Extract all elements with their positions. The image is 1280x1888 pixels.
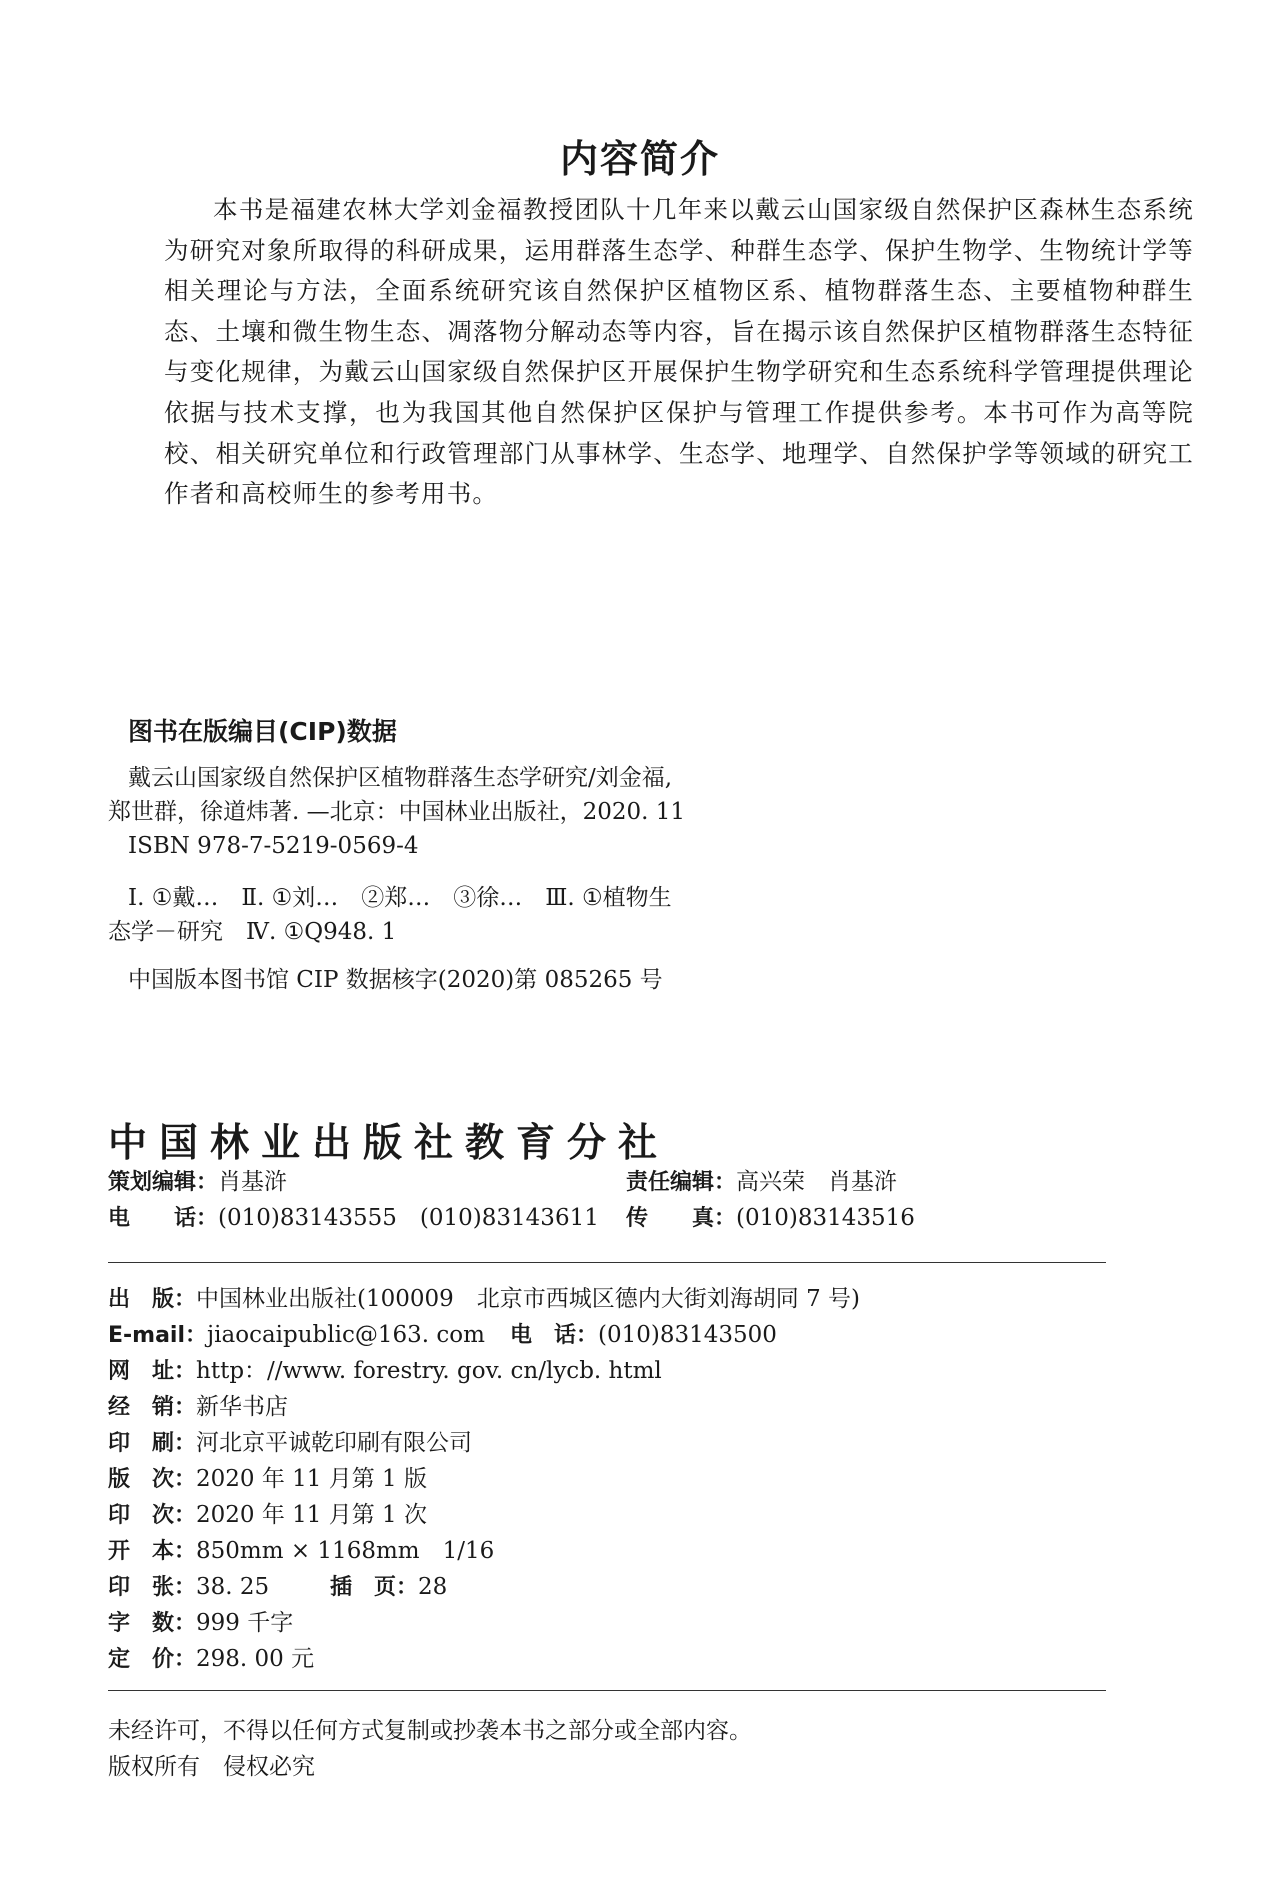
- summary-body: 本书是福建农林大学刘金福教授团队十几年来以戴云山国家级自然保护区森林生态系统为研究对象所取得的科研成果，运用群落生态学、种群生态学、保护生物学、生物统计学等相关理论与方法，全面系统研究该自然保护区植物区系、植物群落生态、主要植物种群生态、土壤和微生物生态、凋落物分解动态等内容，旨在揭示该自然保护区植物群落生态特征与变化规律，为戴云山国家级自然保护区开展保护生物学研究和生态系统科学管理提供理论依据与技术支撑，也为我国其他自然保护区保护与管理工作提供参考。本书可作为高等院校、相关研究单位和行政管理部门从事林学、生态学、地理学、自然保护学等领域的研究工作者和高校师生的参考用书。: [164, 195, 1194, 509]
- detail-value: 中国林业出版社(100009 北京市西城区德内大街刘海胡同 7 号): [196, 1286, 861, 1312]
- detail-extra-label: 插 页：: [330, 1575, 419, 1600]
- rights-reserved: 版权所有 侵权必究: [108, 1754, 315, 1780]
- detail-value: http：//www. forestry. gov. cn/lycb. html: [196, 1358, 662, 1384]
- detail-value: 2020 年 11 月第 1 版: [196, 1466, 428, 1492]
- cip-line-4: Ⅰ. ①戴… Ⅱ. ①刘… ②郑… ③徐… Ⅲ. ①植物生: [128, 885, 672, 911]
- cip-line-5: 态学－研究 Ⅳ. ①Q948. 1: [108, 919, 397, 945]
- detail-value: 850mm × 1168mm 1/16: [196, 1538, 495, 1564]
- detail-label: 经 销：: [108, 1395, 197, 1420]
- fax-value: (010)83143516: [736, 1205, 915, 1231]
- detail-label: 字 数：: [108, 1611, 197, 1636]
- detail-label: 网 址：: [108, 1359, 197, 1384]
- cip-line-1: 戴云山国家级自然保护区植物群落生态学研究/刘金福,: [128, 765, 673, 791]
- detail-row-printer: [108, 1428, 1108, 1459]
- cip-isbn: ISBN 978-7-5219-0569-4: [128, 833, 419, 859]
- detail-value: 河北京平诚乾印刷有限公司: [196, 1430, 473, 1456]
- detail-row-price: [108, 1644, 1108, 1675]
- detail-value: 298. 00 元: [196, 1646, 315, 1672]
- detail-extra-value: (010)83143500: [598, 1322, 777, 1348]
- detail-label: 印 张：: [108, 1575, 197, 1600]
- detail-extra-value: 28: [418, 1574, 448, 1600]
- detail-value: 38. 25: [196, 1574, 270, 1600]
- divider-bottom: [108, 1690, 1106, 1691]
- detail-label: E-mail：: [108, 1323, 208, 1348]
- detail-row-website: [108, 1356, 1108, 1387]
- detail-label: 印 次：: [108, 1503, 197, 1528]
- detail-row-distributor: [108, 1392, 1108, 1423]
- phone-label: 电 话：: [108, 1206, 219, 1231]
- detail-value: 999 千字: [196, 1610, 294, 1636]
- detail-label: 版 次：: [108, 1467, 197, 1492]
- divider-top: [108, 1262, 1106, 1263]
- cip-line-2: 郑世群，徐道炜著. —北京：中国林业出版社，2020. 11: [108, 799, 686, 825]
- copyright-notice: 未经许可，不得以任何方式复制或抄袭本书之部分或全部内容。: [108, 1718, 752, 1744]
- detail-row-publisher: [108, 1284, 1108, 1315]
- detail-row-wordcount: [108, 1608, 1108, 1639]
- cip-heading: 图书在版编目(CIP)数据: [128, 717, 397, 746]
- detail-label: 出 版：: [108, 1287, 197, 1312]
- cip-line-6: 中国版本图书馆 CIP 数据核字(2020)第 085265 号: [128, 967, 663, 993]
- detail-value: 新华书店: [196, 1394, 289, 1420]
- detail-value: 2020 年 11 月第 1 次: [196, 1502, 428, 1528]
- detail-row-impression: [108, 1500, 1108, 1531]
- detail-label: 定 价：: [108, 1647, 197, 1672]
- fax-label: 传 真：: [626, 1206, 737, 1231]
- detail-row-edition: [108, 1464, 1108, 1495]
- detail-value: jiaocaipublic@163. com: [207, 1322, 485, 1348]
- planner-label: 策划编辑：: [108, 1170, 219, 1195]
- detail-row-format: [108, 1536, 1108, 1567]
- editor-value: 高兴荣 肖基浒: [736, 1169, 898, 1195]
- detail-label: 印 刷：: [108, 1431, 197, 1456]
- detail-extra-label: 电 话：: [510, 1323, 599, 1348]
- summary-title: 内容简介: [559, 137, 720, 181]
- publisher-name: 中国林业出版社教育分社: [108, 1120, 670, 1166]
- detail-label: 开 本：: [108, 1539, 197, 1564]
- editor-label: 责任编辑：: [626, 1170, 737, 1195]
- phone-value: (010)83143555 (010)83143611: [218, 1205, 599, 1231]
- planner-value: 肖基浒: [218, 1169, 288, 1195]
